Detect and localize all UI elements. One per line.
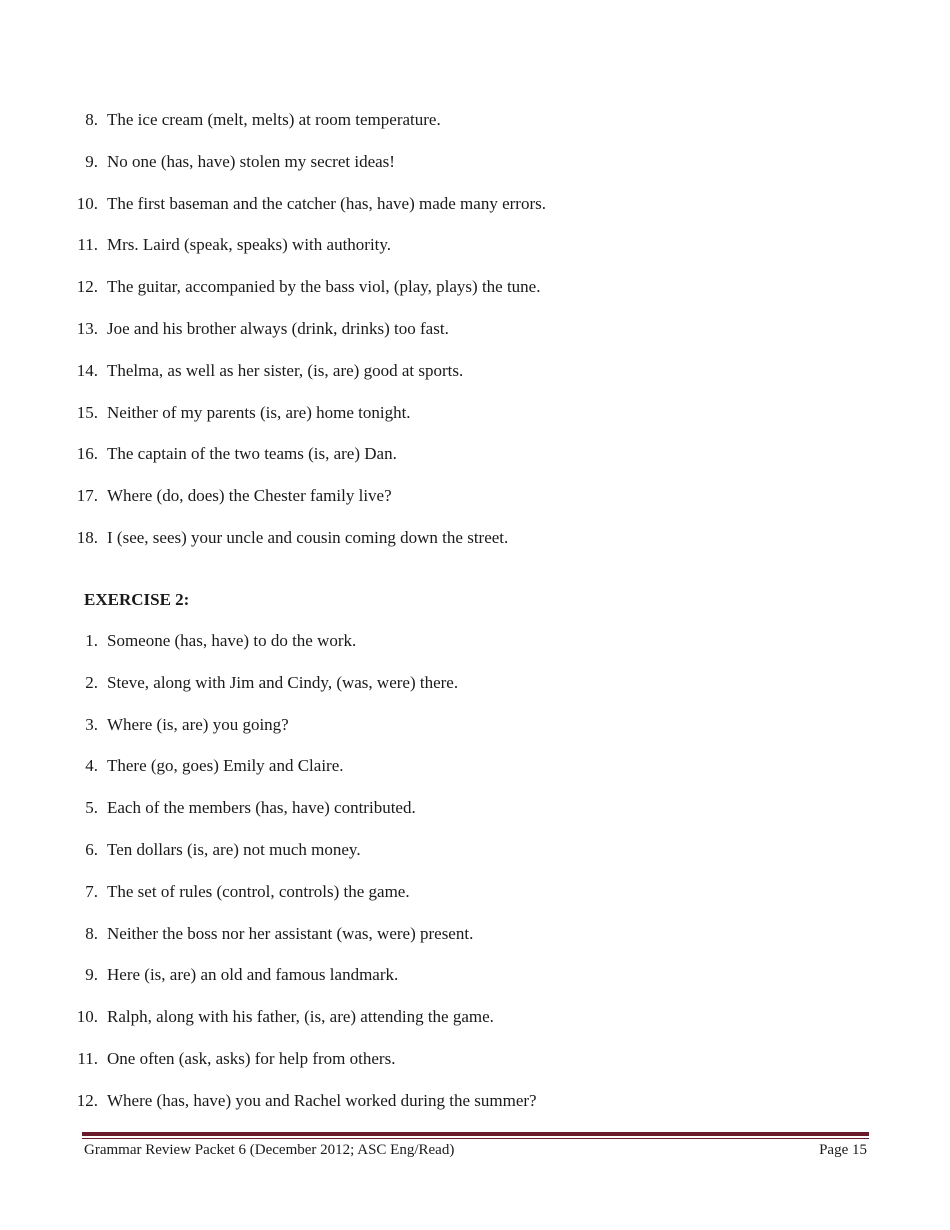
item-sentence: Ten dollars (is, are) not much money.	[107, 839, 361, 859]
footer-document-title: Grammar Review Packet 6 (December 2012; ASC Eng/Read)	[84, 1142, 455, 1158]
item-number: 9.	[85, 151, 98, 171]
item-sentence: The guitar, accompanied by the bass viol, (play, plays) the tune.	[107, 277, 541, 297]
item-sentence: I (see, sees) your uncle and cousin coming down the street.	[107, 527, 509, 547]
item-number: 10.	[76, 1007, 98, 1027]
list-item	[0, 630, 950, 672]
item-number: 10.	[76, 193, 98, 213]
item-number: 12.	[76, 277, 98, 297]
item-sentence: Mrs. Laird (speak, speaks) with authority.	[107, 235, 392, 255]
list-item	[0, 109, 950, 151]
footer-divider-thick	[82, 1132, 869, 1136]
item-sentence: Each of the members (has, have) contributed.	[107, 798, 416, 818]
item-sentence: Neither of my parents (is, are) home tonight.	[107, 402, 411, 422]
item-number: 15.	[76, 402, 98, 422]
list-item	[0, 234, 950, 276]
item-number: 18.	[76, 527, 98, 547]
item-number: 13.	[76, 318, 98, 338]
footer-divider-thin	[82, 1138, 869, 1139]
item-number: 4.	[85, 756, 98, 776]
list-item	[0, 839, 950, 881]
item-sentence: Where (do, does) the Chester family live?	[107, 486, 392, 506]
item-sentence: No one (has, have) stolen my secret ideas!	[107, 151, 395, 171]
list-item	[0, 276, 950, 318]
list-item	[0, 1090, 950, 1132]
list-item	[0, 923, 950, 965]
list-item	[0, 318, 950, 360]
item-number: 7.	[85, 881, 98, 901]
item-number: 8.	[85, 110, 98, 129]
list-item	[0, 1006, 950, 1048]
list-item	[0, 1048, 950, 1090]
item-number: 6.	[85, 839, 98, 859]
item-sentence: Someone (has, have) to do the work.	[107, 631, 357, 650]
list-item	[0, 443, 950, 485]
item-sentence: Neither the boss nor her assistant (was, were) present.	[107, 923, 474, 943]
list-item	[0, 360, 950, 402]
item-sentence: The first baseman and the catcher (has, have) made many errors.	[107, 193, 546, 213]
item-number: 8.	[85, 923, 98, 943]
item-number: 3.	[85, 714, 98, 734]
exercise-1-continued-list	[0, 109, 950, 569]
list-item	[0, 402, 950, 444]
item-number: 9.	[85, 965, 98, 985]
item-sentence: The set of rules (control, controls) the game.	[107, 881, 410, 901]
list-item	[0, 193, 950, 235]
item-number: 1.	[85, 631, 98, 650]
item-sentence: Joe and his brother always (drink, drinks) too fast.	[107, 318, 449, 338]
exercise-2-heading: EXERCISE 2:	[84, 590, 190, 609]
item-number: 16.	[76, 444, 98, 464]
list-item	[0, 797, 950, 839]
list-item	[0, 714, 950, 756]
item-sentence: The ice cream (melt, melts) at room temperature.	[107, 110, 441, 129]
item-sentence: Ralph, along with his father, (is, are) attending the game.	[107, 1007, 494, 1027]
list-item	[0, 881, 950, 923]
item-sentence: The captain of the two teams (is, are) Dan.	[107, 444, 397, 464]
item-sentence: Where (is, are) you going?	[107, 714, 289, 734]
item-number: 2.	[85, 672, 98, 692]
list-item	[0, 672, 950, 714]
item-sentence: Steve, along with Jim and Cindy, (was, were) there.	[107, 672, 459, 692]
item-sentence: There (go, goes) Emily and Claire.	[107, 756, 344, 776]
item-number: 12.	[76, 1090, 98, 1110]
item-number: 11.	[77, 1048, 98, 1068]
list-item	[0, 964, 950, 1006]
item-sentence: Thelma, as well as her sister, (is, are) good at sports.	[107, 360, 464, 380]
item-sentence: One often (ask, asks) for help from others.	[107, 1048, 396, 1068]
list-item	[0, 151, 950, 193]
item-sentence: Where (has, have) you and Rachel worked during the summer?	[107, 1090, 537, 1110]
footer-page-number: Page 15	[819, 1142, 867, 1158]
list-item	[0, 485, 950, 527]
item-number: 14.	[76, 360, 98, 380]
item-number: 5.	[85, 798, 98, 818]
list-item	[0, 755, 950, 797]
list-item	[0, 527, 950, 569]
item-number: 11.	[77, 235, 98, 255]
exercise-2-list	[0, 630, 950, 1132]
item-sentence: Here (is, are) an old and famous landmark.	[107, 965, 399, 985]
item-number: 17.	[76, 486, 98, 506]
